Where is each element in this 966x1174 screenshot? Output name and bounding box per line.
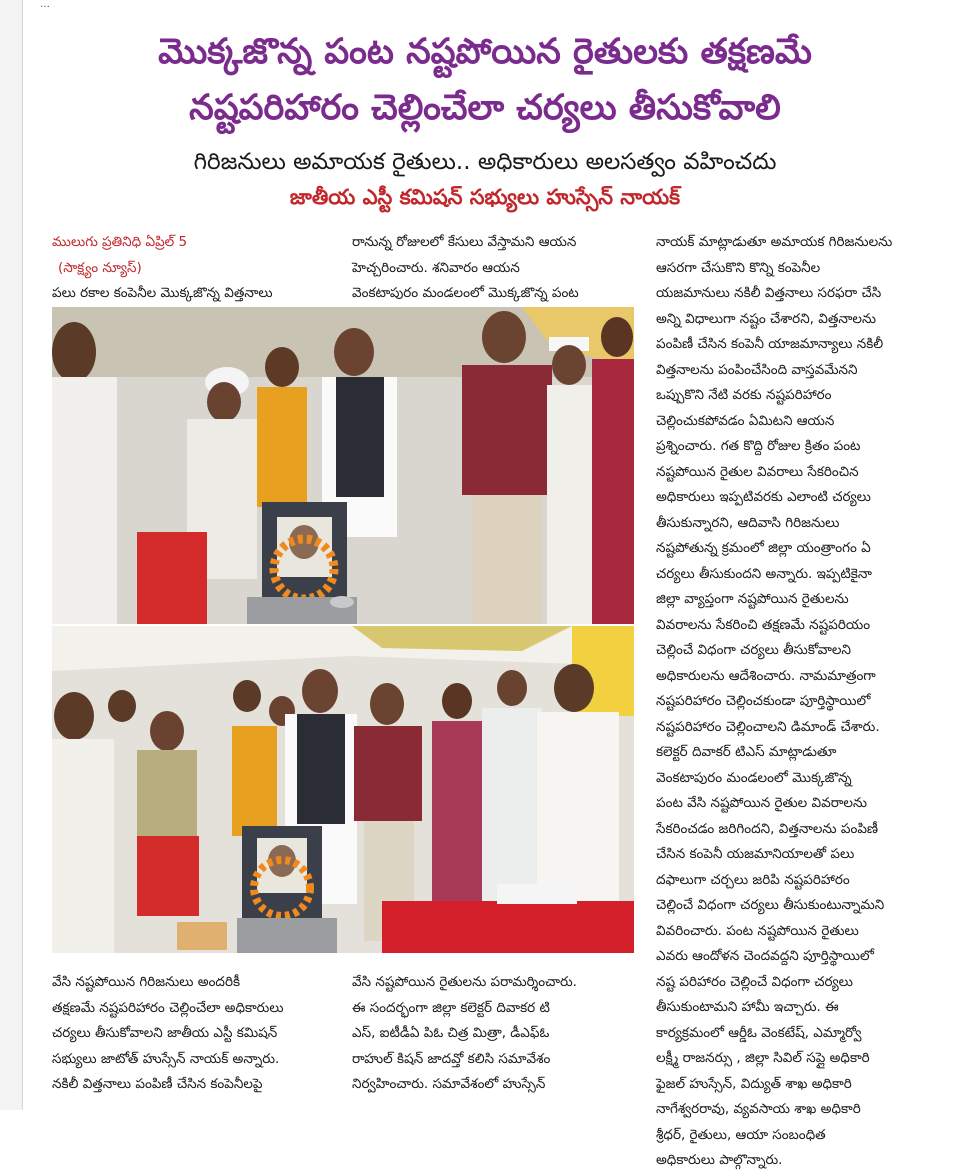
body-line: దఫాలుగా చర్చలు జరిపి నష్టపరిహారం — [656, 871, 850, 888]
body-line: చెల్లించుకపోవడం ఏమిటని ఆయన — [656, 412, 835, 429]
body-line: తక్షణమే నష్టపరిహారం చెల్లించేలా అధికారులు — [52, 999, 284, 1016]
body-line: సేకరించడం జరిగిందని, విత్తనాలను పంపిణీ — [656, 820, 879, 837]
body-line: నష్టపరిహారం చెల్లించకుండా పూర్తిస్థాయిలో — [656, 693, 871, 709]
subheadline: గిరిజనులు అమాయక రైతులు.. అధికారులు అలసత్వం వహించదు — [193, 149, 777, 175]
body-line: ఎవరు ఆందోళన చెందవద్దని పూర్తిస్థాయిలో — [656, 948, 874, 964]
body-line: ప్రశ్నించారు. గత కొద్ది రోజుల క్రితం పంట — [656, 438, 861, 454]
body-line: యజమానులు నకిలీ విత్తనాలు సరఫరా చేసి — [656, 285, 882, 301]
body-line: కలెక్టర్ దివాకర్ టిఎస్ మాట్లాడుతూ — [656, 744, 837, 760]
body-line: చర్యలు తీసుకుందని అన్నారు. ఇప్పటికైనా — [656, 565, 872, 582]
body-line: పంట వేసి నష్టపోయిన రైతుల వివరాలను — [656, 795, 868, 811]
cropped-previous-article-text: … — [40, 0, 50, 7]
photo-meeting-group — [52, 626, 634, 953]
body-line: సభ్యులు జాటోత్ హుస్సేన్ నాయక్ అన్నారు. — [52, 1050, 280, 1067]
column-2-top — [352, 230, 632, 307]
body-line: నకిలీ విత్తనాలు పంపిణీ చేసిన కంపెనీలపై — [52, 1076, 263, 1092]
left-margin-strip — [0, 0, 23, 1110]
body-line: ఒప్పుకొని నేటి వరకు నష్టపరిహారం — [656, 387, 832, 403]
body-line: చెల్లించే విధంగా చర్యలు తీసుకోవాలని — [656, 642, 851, 658]
body-line: నష్టపరిహారం చెల్లించాలని డిమాండ్ చేశారు. — [656, 718, 880, 735]
body-line: అధికారులను ఆదేశించారు. నామమాత్రంగా — [656, 667, 876, 684]
body-line: నిర్వహించారు. సమావేశంలో హుస్సేన్ — [352, 1076, 546, 1092]
body-line: రాహుల్ కిషన్ జాదవ్తో కలిసి సమావేశం — [352, 1050, 551, 1067]
news-source: (సాక్ష్యం న్యూస్) — [58, 259, 142, 276]
byline: జాతీయ ఎస్టీ కమిషన్ సభ్యులు హుస్సేన్ నాయక్ — [289, 185, 681, 209]
body-line: వెంకటాపురం మండలంలో మొక్కజొన్న పంట — [352, 285, 579, 301]
body-line: లక్ష్మీ రాజనర్సు , జిల్లా సివిల్ సప్లై అధికారి — [656, 1050, 870, 1066]
body-line: అధికారులు పాల్గొన్నారు. — [656, 1152, 783, 1168]
body-line: హెచ్చరించారు. శనివారం ఆయన — [352, 259, 520, 276]
photo-illustration — [52, 626, 634, 953]
body-line: అధికారులు ఇప్పటివరకు ఎలాంటి చర్యలు — [656, 489, 871, 505]
body-line: వేసి నష్టపోయిన గిరిజనులు అందరికీ — [52, 974, 240, 990]
body-line: నష్టపోతున్న క్రమంలో జిల్లా యంత్రాంగం ఏ — [656, 540, 871, 556]
body-line: విత్తనాలను పంపించేసింది వాస్తవమేనని — [656, 361, 858, 378]
photo-illustration — [52, 307, 634, 624]
body-line: చర్యలు తీసుకోవాలని జాతీయ ఎస్టీ కమిషన్ — [52, 1025, 278, 1041]
column-2-bottom — [352, 970, 637, 1098]
body-line: జిల్లా వ్యాప్తంగా నష్టపోయిన రైతులను — [656, 591, 849, 607]
body-line: నష్ట పరిహారం చెల్లించే విధంగా చర్యలు — [656, 973, 853, 990]
body-line: అన్ని విధాలుగా నష్టం చేశారని, విత్తనాలను — [656, 310, 877, 327]
column-1-bottom — [52, 970, 337, 1098]
headline-line-2: నష్టపరిహారం చెల్లించేలా చర్యలు తీసుకోవాలి — [189, 88, 781, 128]
photo-tribute-ceremony — [52, 307, 634, 624]
column-3 — [656, 230, 951, 1174]
column-1-top — [52, 230, 332, 307]
dateline: ములుగు ప్రతినిధి ఏప్రిల్ 5 — [52, 234, 188, 250]
body-line: శ్రీధర్, రైతులు, ఆయా సంబంధిత — [656, 1126, 826, 1143]
body-line: పలు రకాల కంపెనీల మొక్కజొన్న విత్తనాలు — [52, 285, 273, 301]
body-line: చెల్లించే విధంగా చర్యలు తీసుకుంటున్నామని — [656, 897, 885, 913]
body-line: రానున్న రోజులలో కేసులు వేస్తామని ఆయన — [352, 234, 577, 250]
body-line: నష్టపోయిన రైతుల వివరాలు సేకరించిన — [656, 463, 859, 480]
body-line: నాయక్ మాట్లాడుతూ అమాయక గిరిజనులను — [656, 234, 893, 250]
body-line: నాగేశ్వరరావు, వ్యవసాయ శాఖ అధికారి — [656, 1101, 861, 1117]
body-line: చేసిన కంపెనీ యజమానియాలతో పలు — [656, 846, 855, 862]
body-line: తీసుకున్నారని, ఆదివాసి గిరిజనులు — [656, 514, 840, 531]
body-line: వివరించారు. పంట నష్టపోయిన రైతులు — [656, 922, 859, 939]
body-line: వివరాలను సేకరించి తక్షణమే నష్టపరియం — [656, 616, 871, 633]
body-line: వెంకటాపురం మండలంలో మొక్కజొన్న — [656, 769, 852, 786]
body-line: వేసి నష్టపోయిన రైతులను పరామర్శించారు. — [352, 974, 577, 990]
body-line: కార్యక్రమంలో ఆర్డీఓ వెంకటేష్, ఎమ్మార్వో — [656, 1024, 862, 1041]
body-line: ఈ సందర్భంగా జిల్లా కలెక్టర్ దివాకర టి — [352, 999, 550, 1016]
headline-line-1: మొక్కజొన్న పంట నష్టపోయిన రైతులకు తక్షణమే — [158, 32, 812, 72]
body-line: ఎస్, ఐటీడీఏ పిఓ చిత్ర మిత్రా, డీఎఫ్ఓ — [352, 1025, 550, 1041]
body-line: పంపిణీ చేసిన కంపెనీ యాజమాన్యాలు నకిలీ — [656, 336, 884, 352]
body-line: తీసుకుంటామని హామీ ఇచ్చారు. ఈ — [656, 999, 839, 1015]
body-line: ఫైజల్ హుస్సేన్, విద్యుత్ శాఖ అధికారి — [656, 1075, 852, 1092]
body-line: ఆసరగా చేసుకొని కొన్ని కంపెనీల — [656, 259, 821, 276]
